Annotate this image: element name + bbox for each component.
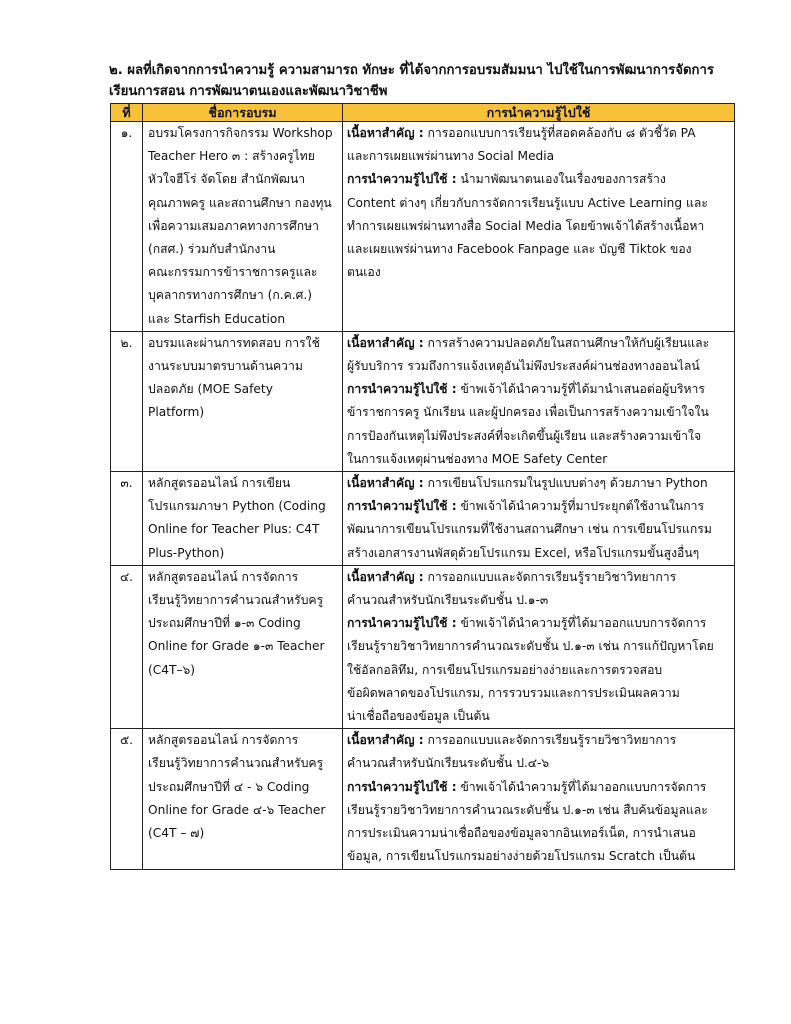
content-text: การสร้างความปลอดภัยในสถานศึกษาให้กับผู้เรียนและ <box>423 335 710 350</box>
application-line: การประเมินความน่าเชื่อถือของข้อมูลจากอินเทอร์เน็ต, การนำเสนอ <box>347 826 696 841</box>
application-cell <box>343 472 735 566</box>
application-text: ข้าพเจ้าได้นำความรู้ที่มาประยุกต์ใช้งานในการ <box>456 499 705 514</box>
header-application: การนำความรู้ไปใช้ <box>343 104 735 122</box>
training-name-cell <box>143 331 343 471</box>
training-name-line: อบรมโครงการกิจกรรม Workshop <box>148 126 333 140</box>
row-number: ๔. <box>111 565 143 728</box>
training-name-line: เรียนรู้วิทยาการคำนวณสำหรับครู <box>148 593 324 608</box>
training-name-line: หลักสูตรออนไลน์ การจัดการ <box>148 569 299 584</box>
row-number: ๕. <box>111 729 143 869</box>
training-name-cell <box>143 565 343 728</box>
application-cell <box>343 331 735 471</box>
section-heading <box>109 60 734 102</box>
training-name-line: Online for Teacher Plus: C4T <box>148 522 320 537</box>
training-name-line: คุณภาพครู และสถานศึกษา กองทุน <box>148 195 332 210</box>
training-table <box>110 103 735 870</box>
application-cell <box>343 729 735 869</box>
training-name-line: Teacher Hero ๓ : สร้างครูไทย <box>148 149 315 164</box>
training-name-line: Online for Grade ๔-๖ Teacher <box>148 802 326 817</box>
table-row <box>111 122 735 332</box>
application-line: ข้อผิดพลาดของโปรแกรม, การรวบรวมและการประเมินผลความ <box>347 685 680 700</box>
content-line <box>347 122 731 145</box>
training-name-line: Online for Grade ๑-๓ Teacher <box>148 639 325 654</box>
content-line <box>347 729 731 752</box>
application-line: ทำการเผยแพร่ผ่านทางสื่อ Social Media โดยข้าพเจ้าได้สร้างเนื้อหา <box>347 218 705 233</box>
row-number: ๑. <box>111 122 143 332</box>
training-name-line: หลักสูตรออนไลน์ การจัดการ <box>148 733 299 748</box>
training-name-line: คณะกรรมการข้าราชการครูและ <box>148 265 318 280</box>
training-name-line: งานระบบมาตรบานด้านความ <box>148 359 303 374</box>
application-label: การนำความรู้ไปใช้ : <box>347 382 457 397</box>
application-line: น่าเชื่อถือของข้อมูล เป็นต้น <box>347 709 490 724</box>
application-text: ข้าพเจ้าได้นำความรู้ที่ได้มาออกแบบการจัดการ <box>456 779 707 794</box>
application-line: การป้องกันเหตุไม่พึงประสงค์ที่จะเกิดขึ้นผู้เรียน และสร้างความเข้าใจ <box>347 428 702 443</box>
application-line: ข้อมูล, การเขียนโปรแกรมอย่างง่ายด้วยโปรแกรม Scratch เป็นต้น <box>347 849 696 864</box>
application-line <box>347 168 731 191</box>
application-label: การนำความรู้ไปใช้ : <box>347 779 457 794</box>
content-label: เนื้อหาสำคัญ : <box>347 335 424 350</box>
application-line: เรียนรู้รายวิชาวิทยาการคำนวณระดับชั้น ป.๑-๓ เช่น สืบค้นข้อมูลและ <box>347 802 708 817</box>
content-line <box>347 332 731 355</box>
training-name-line: หลักสูตรออนไลน์ การเขียน <box>148 476 291 491</box>
training-name-cell <box>143 472 343 566</box>
application-label: การนำความรู้ไปใช้ : <box>347 499 457 514</box>
content-label: เนื้อหาสำคัญ : <box>347 126 424 140</box>
content-text: การเขียนโปรแกรมในรูปแบบต่างๆ ด้วยภาษา Python <box>423 476 708 491</box>
application-line <box>347 776 731 799</box>
application-label: การนำความรู้ไปใช้ : <box>347 172 457 187</box>
content-line <box>347 472 731 495</box>
training-name-cell <box>143 729 343 869</box>
training-name-line: โปรแกรมภาษา Python (Coding <box>148 499 326 514</box>
content-line: ผู้รับบริการ รวมถึงการแจ้งเหตุอันไม่พึงประสงค์ผ่านช่องทางออนไลน์ <box>347 359 700 374</box>
header-training-name: ชื่อการอบรม <box>143 104 343 122</box>
training-name-line: และ Starfish Education <box>148 311 286 326</box>
application-line: พัฒนาการเขียนโปรแกรมที่ใช้งานสถานศึกษา เช่น การเขียนโปรแกรม <box>347 522 712 537</box>
content-text: การออกแบบและจัดการเรียนรู้รายวิชาวิทยาการ <box>423 569 677 584</box>
application-cell <box>343 565 735 728</box>
training-name-line: บุคลากรทางการศึกษา (ก.ค.ศ.) <box>148 288 312 303</box>
application-line <box>347 495 731 518</box>
application-line: เรียนรู้รายวิชาวิทยาการคำนวณระดับชั้น ป.๑-๓ เช่น การแก้ปัญหาโดย <box>347 639 714 654</box>
table-row <box>111 729 735 869</box>
application-line: Content ต่างๆ เกี่ยวกับการจัดการเรียนรู้แบบ Active Learning และ <box>347 195 708 210</box>
application-text: ข้าพเจ้าได้นำความรู้ที่ได้มาออกแบบการจัดการ <box>456 616 707 631</box>
content-line: คำนวณสำหรับนักเรียนระดับชั้น ป.๑-๓ <box>347 593 549 608</box>
application-cell <box>343 122 735 332</box>
content-text: การออกแบบและจัดการเรียนรู้รายวิชาวิทยาการ <box>423 733 677 748</box>
application-line: และเผยแพร่ผ่านทาง Facebook Fanpage และ บัญชี Tiktok ของ <box>347 242 692 257</box>
content-line <box>347 566 731 589</box>
training-name-line: ปลอดภัย (MOE Safety <box>148 382 273 397</box>
content-line: คำนวณสำหรับนักเรียนระดับชั้น ป.๔-๖ <box>347 756 550 771</box>
table-row <box>111 565 735 728</box>
application-line <box>347 378 731 401</box>
training-name-line: อบรมและผ่านการทดสอบ การใช้ <box>148 335 320 350</box>
header-number: ที่ <box>111 104 143 122</box>
content-line: และการเผยแพร่ผ่านทาง Social Media <box>347 149 555 164</box>
application-line: ข้าราชการครู นักเรียน และผู้ปกครอง เพื่อเป็นการสร้างความเข้าใจใน <box>347 405 709 420</box>
row-number: ๓. <box>111 472 143 566</box>
row-number: ๒. <box>111 331 143 471</box>
training-name-line: ประถมศึกษาปีที่ ๑-๓ Coding <box>148 616 301 631</box>
section-heading-line: ๒. ผลที่เกิดจากการนำความรู้ ความสามารถ ทักษะ ที่ได้จากการอบรมสัมมนา ไปใช้ในการพัฒนาการจัดการ <box>109 63 715 78</box>
table-row <box>111 331 735 471</box>
table-header-row <box>111 104 735 122</box>
training-name-line: Plus-Python) <box>148 545 225 560</box>
application-text: ข้าพเจ้าได้นำความรู้ที่ได้มานำเสนอต่อผู้บริหาร <box>456 382 705 397</box>
section-heading-line: เรียนการสอน การพัฒนาตนเองและพัฒนาวิชาชีพ <box>109 84 388 99</box>
training-name-line: หัวใจฮีโร่ จัดโดย สำนักพัฒนา <box>148 172 306 187</box>
application-line: ตนเอง <box>347 265 381 280</box>
application-line: ในการแจ้งเหตุผ่านช่องทาง MOE Safety Center <box>347 451 608 466</box>
table-row <box>111 472 735 566</box>
training-name-line: (กสศ.) ร่วมกับสำนักงาน <box>148 242 276 257</box>
training-name-line: ประถมศึกษาปีที่ ๔ - ๖ Coding <box>148 779 310 794</box>
training-name-line: (C4T–๖) <box>148 662 196 677</box>
application-line: ใช้อัลกอลิทึม, การเขียนโปรแกรมอย่างง่ายและการตรวจสอบ <box>347 662 663 677</box>
content-label: เนื้อหาสำคัญ : <box>347 476 424 491</box>
application-line: สร้างเอกสารงานพัสดุด้วยโปรแกรม Excel, หรือโปรแกรมขั้นสูงอื่นๆ <box>347 545 700 560</box>
application-line <box>347 612 731 635</box>
training-name-line: (C4T – ๗) <box>148 826 205 841</box>
content-label: เนื้อหาสำคัญ : <box>347 733 424 748</box>
training-name-line: Platform) <box>148 405 205 420</box>
content-text: การออกแบบการเรียนรู้ที่สอดคล้องกับ ๘ ตัวชี้วัด PA <box>423 126 696 140</box>
training-name-line: เพื่อความเสมอภาคทางการศึกษา <box>148 218 319 233</box>
application-label: การนำความรู้ไปใช้ : <box>347 616 457 631</box>
training-name-cell <box>143 122 343 332</box>
training-name-line: เรียนรู้วิทยาการคำนวณสำหรับครู <box>148 756 324 771</box>
application-text: นำมาพัฒนาตนเองในเรื่องของการสร้าง <box>456 172 666 187</box>
content-label: เนื้อหาสำคัญ : <box>347 569 424 584</box>
